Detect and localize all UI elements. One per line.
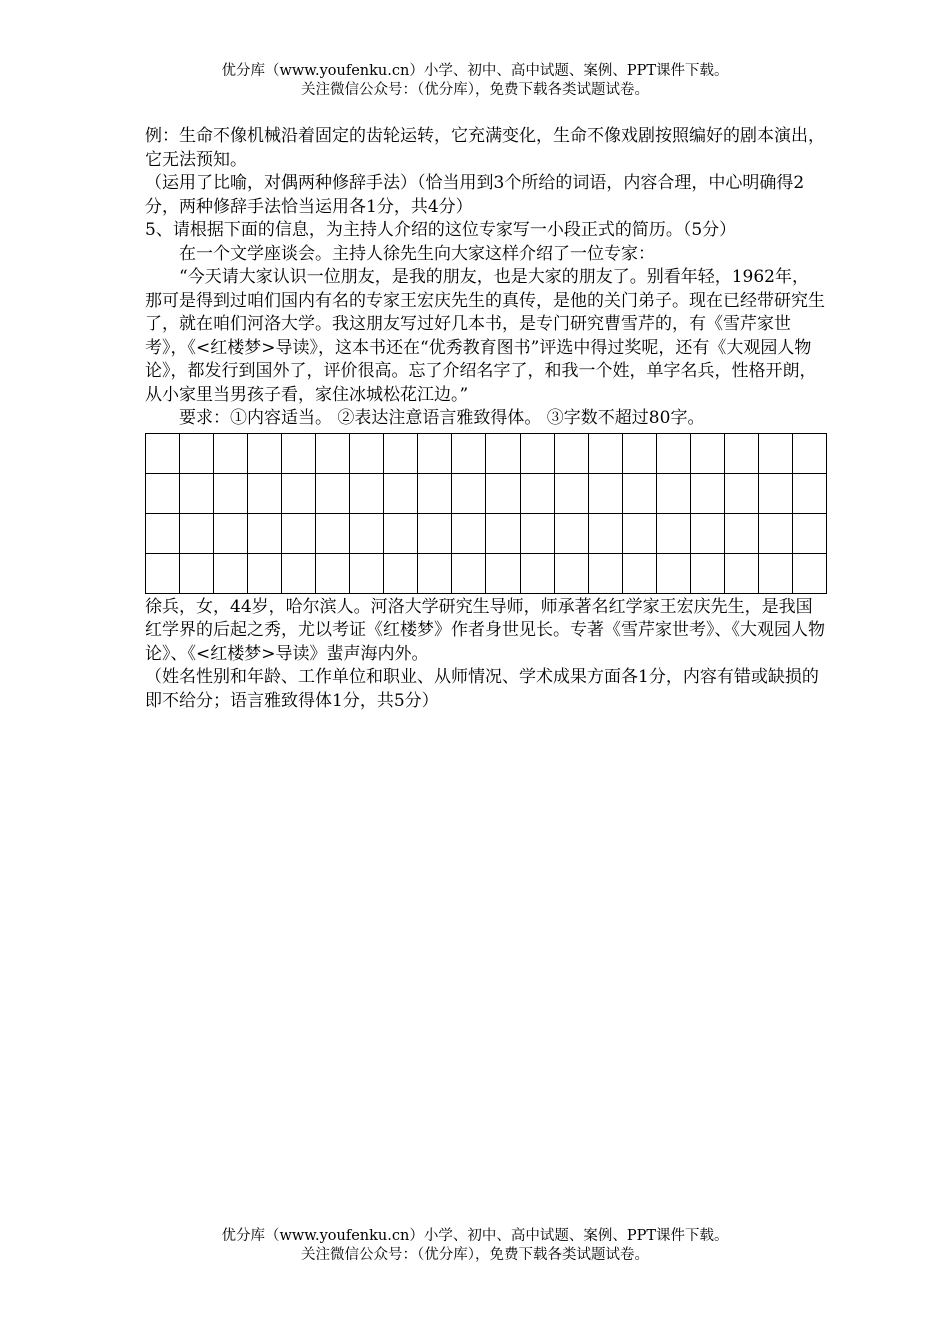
grid-cell[interactable] bbox=[792, 433, 826, 473]
question-5: 5、请根据下面的信息，为主持人介绍的这位专家写一小段正式的简历。（5分） bbox=[145, 220, 737, 240]
grid-cell[interactable] bbox=[452, 433, 486, 473]
grid-cell[interactable] bbox=[146, 473, 180, 513]
answer-grid[interactable] bbox=[145, 433, 827, 594]
grid-cell[interactable] bbox=[282, 473, 316, 513]
grid-cell[interactable] bbox=[316, 553, 350, 593]
grid-cell[interactable] bbox=[418, 513, 452, 553]
grid-cell[interactable] bbox=[622, 513, 656, 553]
grid-cell[interactable] bbox=[350, 513, 384, 553]
grid-cell[interactable] bbox=[758, 433, 792, 473]
footer-line-2: 关注微信公众号：（优分库），免费下载各类试题试卷。 bbox=[301, 1247, 649, 1263]
grid-row bbox=[146, 553, 827, 593]
grid-cell[interactable] bbox=[520, 553, 554, 593]
page-footer bbox=[0, 1227, 950, 1265]
grid-cell[interactable] bbox=[486, 553, 520, 593]
answer-scoring-note: （姓名性别和年龄、工作单位和职业、从师情况、学术成果方面各1分，内容有错或缺损的即不给分；语言雅致得体1分，共5分） bbox=[145, 667, 819, 711]
grid-cell[interactable] bbox=[452, 553, 486, 593]
header-line-2: 关注微信公众号：（优分库），免费下载各类试题试卷。 bbox=[301, 82, 649, 98]
grid-cell[interactable] bbox=[214, 553, 248, 593]
grid-cell[interactable] bbox=[214, 433, 248, 473]
grid-cell[interactable] bbox=[486, 513, 520, 553]
question-context: 在一个文学座谈会。主持人徐先生向大家这样介绍了一位专家： bbox=[179, 243, 655, 264]
grid-row bbox=[146, 433, 827, 473]
grid-cell[interactable] bbox=[418, 433, 452, 473]
grid-cell[interactable] bbox=[622, 553, 656, 593]
document-body bbox=[145, 125, 825, 713]
grid-cell[interactable] bbox=[724, 553, 758, 593]
example-sentence: 例：生命不像机械沿着固定的齿轮运转，它充满变化，生命不像戏剧按照编好的剧本演出，它无法预知。 bbox=[145, 126, 825, 170]
footer-line-1: 优分库（www.youfenku.cn）小学、初中、高中试题、案例、PPT课件下载。 bbox=[221, 1228, 729, 1244]
grid-cell[interactable] bbox=[724, 473, 758, 513]
grid-cell[interactable] bbox=[622, 433, 656, 473]
grid-cell[interactable] bbox=[554, 553, 588, 593]
grid-cell[interactable] bbox=[758, 473, 792, 513]
grid-cell[interactable] bbox=[792, 553, 826, 593]
grid-cell[interactable] bbox=[180, 513, 214, 553]
grid-cell[interactable] bbox=[554, 473, 588, 513]
grid-cell[interactable] bbox=[180, 433, 214, 473]
grid-cell[interactable] bbox=[486, 473, 520, 513]
grid-cell[interactable] bbox=[248, 433, 282, 473]
grid-cell[interactable] bbox=[520, 473, 554, 513]
grid-cell[interactable] bbox=[316, 513, 350, 553]
grid-cell[interactable] bbox=[248, 513, 282, 553]
grid-cell[interactable] bbox=[452, 473, 486, 513]
grid-cell[interactable] bbox=[520, 513, 554, 553]
grid-cell[interactable] bbox=[316, 433, 350, 473]
header-line-1: 优分库（www.youfenku.cn）小学、初中、高中试题、案例、PPT课件下载。 bbox=[221, 63, 729, 79]
grid-cell[interactable] bbox=[214, 513, 248, 553]
grid-cell[interactable] bbox=[180, 553, 214, 593]
grid-cell[interactable] bbox=[146, 433, 180, 473]
grid-cell[interactable] bbox=[656, 473, 690, 513]
grid-cell[interactable] bbox=[384, 433, 418, 473]
grid-cell[interactable] bbox=[724, 513, 758, 553]
grid-cell[interactable] bbox=[452, 513, 486, 553]
grid-cell[interactable] bbox=[554, 513, 588, 553]
requirements: 要求：①内容适当。 ②表达注意语言雅致得体。 ③字数不超过80字。 bbox=[179, 408, 705, 428]
grid-cell[interactable] bbox=[690, 433, 724, 473]
grid-cell[interactable] bbox=[758, 553, 792, 593]
grid-cell[interactable] bbox=[690, 513, 724, 553]
grid-cell[interactable] bbox=[282, 553, 316, 593]
grid-cell[interactable] bbox=[248, 473, 282, 513]
host-quote: “今天请大家认识一位朋友，是我的朋友，也是大家的朋友了。别看年轻，1962年，那可是得到过咱们国内有名的专家王宏庆先生的真传，是他的关门弟子。现在已经带研究生了，就在咱们河洛大学。我这朋友写过好几本书，是专门研究曹雪芹的，有《雪芹家世考》，《<红楼梦>导读》，这本书还在“优秀教育图书”评选中得过奖呢，还有《大观园人物论》，都发行到国外了，评价很高。忘了介绍名字了，和我一个姓，单字名兵，性格开朗，从小家里当男孩子看，家住冰城松花江边。” bbox=[145, 267, 825, 405]
grid-cell[interactable] bbox=[350, 553, 384, 593]
grid-cell[interactable] bbox=[588, 553, 622, 593]
sample-answer: 徐兵，女，44岁，哈尔滨人。河洛大学研究生导师，师承著名红学家王宏庆先生，是我国红学界的后起之秀，尤以考证《红楼梦》作者身世见长。专著《雪芹家世考》、《大观园人物论》、《<红楼梦>导读》蜚声海内外。 bbox=[145, 596, 825, 664]
grid-cell[interactable] bbox=[622, 473, 656, 513]
grid-cell[interactable] bbox=[486, 433, 520, 473]
example-scoring-note: （运用了比喻，对偶两种修辞手法）（恰当用到3个所给的词语，内容合理，中心明确得2分，两种修辞手法恰当运用各1分，共4分） bbox=[145, 173, 805, 217]
grid-cell[interactable] bbox=[554, 433, 588, 473]
grid-cell[interactable] bbox=[588, 473, 622, 513]
page-header bbox=[0, 62, 950, 100]
grid-row bbox=[146, 513, 827, 553]
grid-cell[interactable] bbox=[520, 433, 554, 473]
grid-cell[interactable] bbox=[418, 553, 452, 593]
grid-cell[interactable] bbox=[384, 473, 418, 513]
grid-cell[interactable] bbox=[248, 553, 282, 593]
grid-cell[interactable] bbox=[282, 513, 316, 553]
grid-cell[interactable] bbox=[690, 473, 724, 513]
grid-cell[interactable] bbox=[588, 433, 622, 473]
grid-cell[interactable] bbox=[792, 513, 826, 553]
grid-cell[interactable] bbox=[690, 553, 724, 593]
grid-cell[interactable] bbox=[792, 473, 826, 513]
grid-cell[interactable] bbox=[214, 473, 248, 513]
grid-cell[interactable] bbox=[758, 513, 792, 553]
grid-cell[interactable] bbox=[146, 553, 180, 593]
grid-cell[interactable] bbox=[180, 473, 214, 513]
grid-cell[interactable] bbox=[316, 473, 350, 513]
grid-cell[interactable] bbox=[350, 433, 384, 473]
grid-cell[interactable] bbox=[418, 473, 452, 513]
grid-cell[interactable] bbox=[724, 433, 758, 473]
grid-cell[interactable] bbox=[656, 553, 690, 593]
grid-cell[interactable] bbox=[350, 473, 384, 513]
grid-cell[interactable] bbox=[588, 513, 622, 553]
grid-cell[interactable] bbox=[282, 433, 316, 473]
grid-cell[interactable] bbox=[656, 513, 690, 553]
grid-row bbox=[146, 473, 827, 513]
grid-cell[interactable] bbox=[384, 513, 418, 553]
grid-cell[interactable] bbox=[656, 433, 690, 473]
grid-cell[interactable] bbox=[146, 513, 180, 553]
grid-cell[interactable] bbox=[384, 553, 418, 593]
